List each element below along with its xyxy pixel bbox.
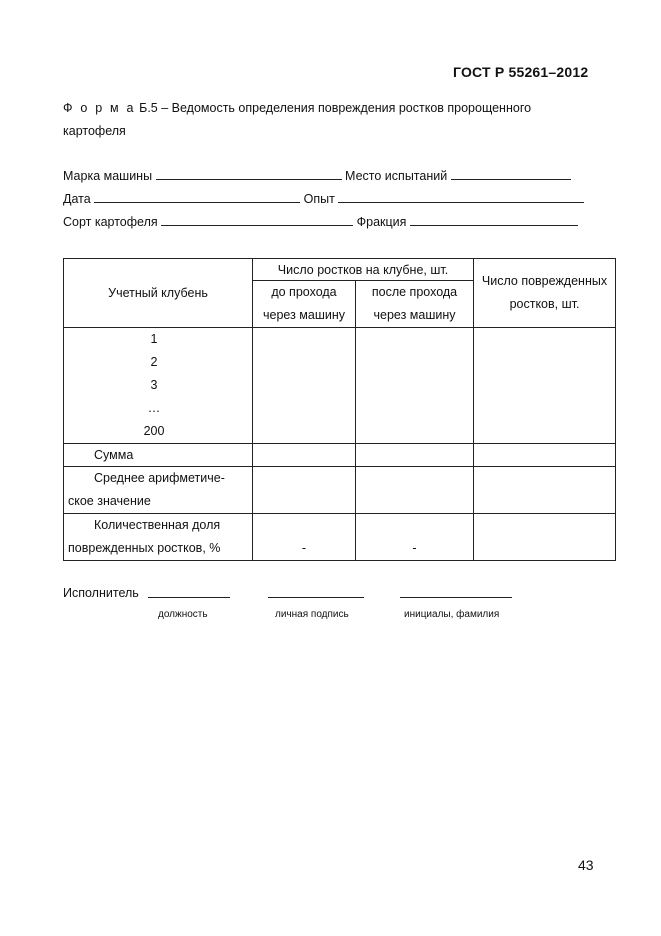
name-caption: инициалы, фамилия	[404, 609, 500, 620]
experiment-line[interactable]	[338, 191, 584, 203]
header-tuber: Учетный клубень	[64, 259, 253, 328]
fraction-line[interactable]	[410, 214, 578, 226]
share-before-cell: -	[253, 514, 356, 561]
machine-brand-line[interactable]	[156, 168, 342, 180]
position-caption: должность	[158, 609, 208, 620]
fraction-label: Фракция	[356, 215, 407, 229]
tuber-number: 200	[143, 424, 165, 438]
standard-number: ГОСТ Р 55261–2012	[453, 64, 589, 80]
page-number: 43	[578, 857, 594, 873]
field-row-1	[63, 168, 571, 183]
mean-after-cell[interactable]	[356, 467, 474, 514]
form-name: Ведомость определения повреждения ростков пророщенного картофеля	[63, 101, 532, 138]
test-place-line[interactable]	[451, 168, 571, 180]
test-place-label: Место испытаний	[345, 169, 448, 183]
header-sprouts: Число ростков на клубне, шт.	[253, 259, 474, 281]
signature-caption: личная подпись	[275, 609, 349, 620]
executor-label: Исполнитель	[63, 586, 139, 600]
tuber-number: 1	[150, 332, 158, 346]
field-row-2	[63, 191, 584, 206]
share-damaged-cell[interactable]	[474, 514, 616, 561]
experiment-label: Опыт	[303, 192, 335, 206]
potato-variety-label: Сорт картофеля	[63, 215, 158, 229]
header-before: до прохода через машину	[253, 281, 356, 328]
header-after: после прохода через машину	[356, 281, 474, 328]
date-line[interactable]	[94, 191, 300, 203]
sum-after-cell[interactable]	[356, 444, 474, 467]
potato-variety-line[interactable]	[161, 214, 353, 226]
machine-brand-label: Марка машины	[63, 169, 153, 183]
name-line[interactable]	[400, 597, 512, 598]
position-line[interactable]	[148, 597, 230, 598]
form-number: Б.5 –	[135, 101, 172, 115]
mean-before-cell[interactable]	[253, 467, 356, 514]
date-label: Дата	[63, 192, 91, 206]
field-row-3	[63, 214, 578, 229]
form-title	[63, 97, 583, 143]
form-label: Ф о р м а	[63, 101, 136, 115]
sum-label: Сумма	[64, 444, 253, 467]
before-values-cell[interactable]	[253, 328, 356, 444]
mean-damaged-cell[interactable]	[474, 467, 616, 514]
after-values-cell[interactable]	[356, 328, 474, 444]
tuber-number: 3	[150, 378, 158, 392]
mean-label: Среднее арифметиче-ское значение	[64, 467, 253, 514]
share-after-cell: -	[356, 514, 474, 561]
sprout-damage-table	[63, 258, 616, 561]
sum-before-cell[interactable]	[253, 444, 356, 467]
tuber-number: 2	[150, 355, 158, 369]
damaged-values-cell[interactable]	[474, 328, 616, 444]
share-label: Количественная доля поврежденных ростков, %	[64, 514, 253, 561]
signature-line[interactable]	[268, 597, 364, 598]
tuber-number: …	[147, 401, 161, 415]
header-damaged: Число поврежденных ростков, шт.	[474, 259, 616, 328]
tuber-numbers-cell	[64, 328, 253, 444]
sum-damaged-cell[interactable]	[474, 444, 616, 467]
